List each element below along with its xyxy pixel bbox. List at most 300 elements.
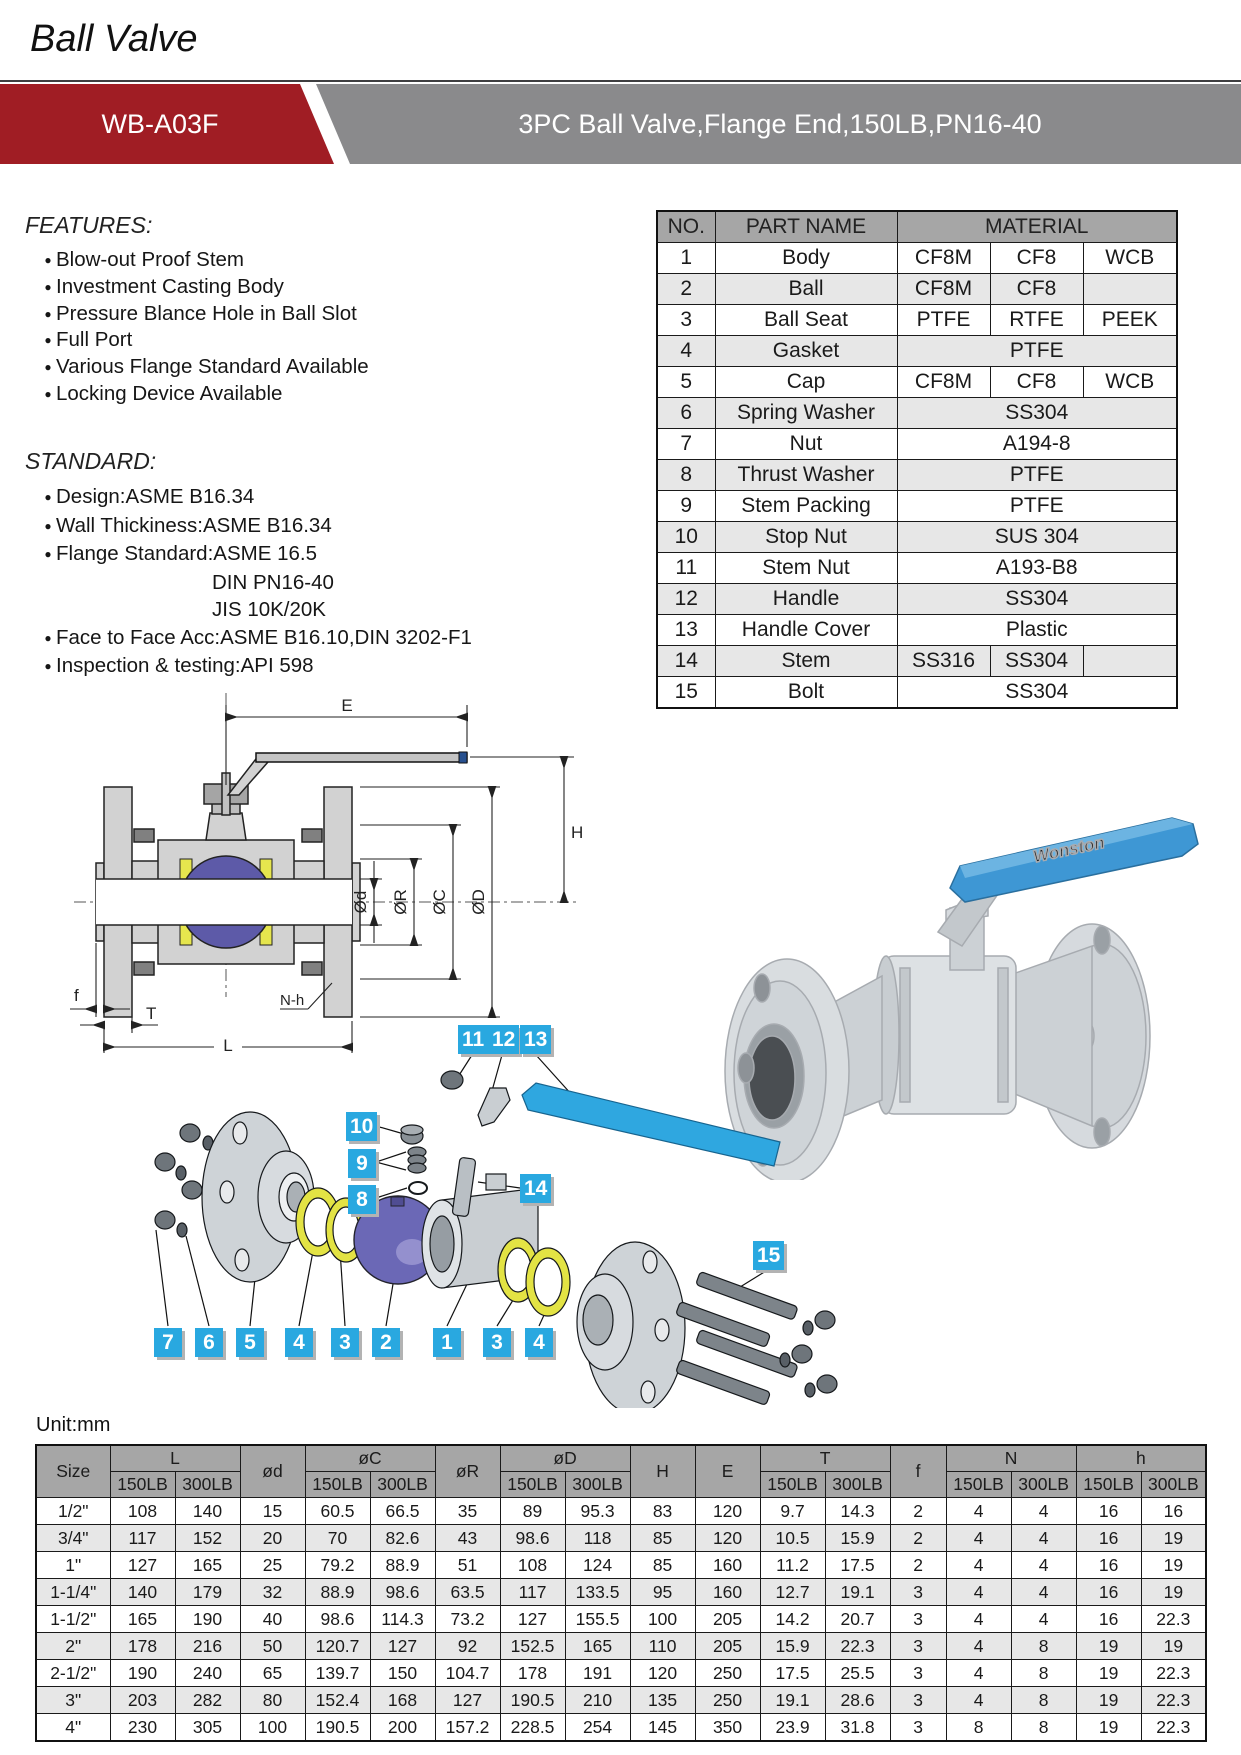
table-cell: Ball Seat: [715, 305, 897, 336]
table-cell: Thrust Washer: [715, 460, 897, 491]
table-cell: Ball: [715, 274, 897, 305]
table-cell: 12: [657, 584, 715, 615]
table-cell: 4: [1011, 1606, 1076, 1633]
model-banner: [0, 84, 1241, 164]
table-cell: 127: [500, 1606, 565, 1633]
col-oD: øD: [500, 1445, 630, 1472]
table-cell: 88.9: [370, 1552, 435, 1579]
gasket-seat-right: [498, 1238, 570, 1316]
feature-item: ● Various Flange Standard Available: [40, 354, 369, 381]
table-cell: CF8M: [897, 367, 990, 398]
table-cell: 10.5: [760, 1525, 825, 1552]
table-cell: 4: [657, 336, 715, 367]
table-cell: 14: [657, 646, 715, 677]
callout-12: 12: [488, 1025, 519, 1054]
table-cell: 5: [657, 367, 715, 398]
table-row: [36, 1714, 1206, 1742]
table-cell: 4: [1011, 1525, 1076, 1552]
table-cell: 120.7: [305, 1633, 370, 1660]
table-cell: 8: [1011, 1660, 1076, 1687]
table-cell: CF8M: [897, 243, 990, 274]
table-cell: 7: [657, 429, 715, 460]
col-H: H: [630, 1445, 695, 1498]
table-cell: PTFE: [897, 305, 990, 336]
parts-header-row: [657, 211, 1177, 243]
table-cell: 4: [946, 1498, 1011, 1525]
table-cell: 203: [110, 1687, 175, 1714]
table-cell: 127: [370, 1633, 435, 1660]
table-cell: 16: [1076, 1498, 1141, 1525]
col-oC: øC: [305, 1445, 435, 1472]
table-cell: 8: [1011, 1633, 1076, 1660]
table-cell: 32: [240, 1579, 305, 1606]
col-oR: øR: [435, 1445, 500, 1498]
table-cell: 20: [240, 1525, 305, 1552]
table-cell: 4: [1011, 1552, 1076, 1579]
table-cell: 3: [890, 1660, 946, 1687]
table-cell: 14.3: [825, 1498, 890, 1525]
table-cell: 89: [500, 1498, 565, 1525]
callout-11: 11: [458, 1025, 488, 1054]
table-cell: 205: [695, 1633, 760, 1660]
handle-tip: [459, 752, 467, 763]
table-row: [36, 1579, 1206, 1606]
callout-2: 2: [372, 1328, 400, 1357]
table-cell: Nut: [715, 429, 897, 460]
table-cell: 140: [110, 1579, 175, 1606]
sub-300lb: 300LB: [1141, 1472, 1206, 1498]
table-cell: 152.5: [500, 1633, 565, 1660]
table-cell: 4: [946, 1525, 1011, 1552]
dim-H: H: [571, 823, 584, 842]
table-cell: 11: [657, 553, 715, 584]
table-cell: CF8: [990, 367, 1083, 398]
table-cell: 120: [695, 1525, 760, 1552]
sub-150lb: 150LB: [500, 1472, 565, 1498]
table-cell: 23.9: [760, 1714, 825, 1742]
table-cell: 100: [240, 1714, 305, 1742]
table-row: [657, 677, 1177, 709]
feature-item: ● Pressure Blance Hole in Ball Slot: [40, 301, 369, 328]
table-cell: 200: [370, 1714, 435, 1742]
table-cell: 4: [946, 1633, 1011, 1660]
table-cell: 2: [890, 1552, 946, 1579]
table-cell: Handle: [715, 584, 897, 615]
table-cell: Handle Cover: [715, 615, 897, 646]
standard-item-continuation: DIN PN16-40: [212, 570, 334, 594]
table-cell: 60.5: [305, 1498, 370, 1525]
table-row: [657, 367, 1177, 398]
table-cell: 16: [1076, 1579, 1141, 1606]
table-row: [657, 522, 1177, 553]
table-cell: CF8M: [897, 274, 990, 305]
callout-9: 9: [348, 1149, 376, 1178]
table-row: [657, 274, 1177, 305]
table-cell: 80: [240, 1687, 305, 1714]
table-cell: 152: [175, 1525, 240, 1552]
table-cell: 82.6: [370, 1525, 435, 1552]
callout-3b: 3: [483, 1328, 511, 1357]
table-row: [36, 1525, 1206, 1552]
unit-label: Unit:mm: [36, 1414, 111, 1436]
standard-item-continuation: JIS 10K/20K: [212, 598, 326, 621]
table-cell: WCB: [1083, 367, 1177, 398]
sub-150lb: 150LB: [110, 1472, 175, 1498]
table-cell: 1/2": [36, 1498, 110, 1525]
standard-item: ● Wall Thickiness:ASME B16.34: [40, 512, 472, 541]
table-cell: 168: [370, 1687, 435, 1714]
title-rule: [0, 80, 1241, 82]
table-cell: 51: [435, 1552, 500, 1579]
dim-R: ØR: [391, 889, 410, 915]
table-cell: 16: [1076, 1525, 1141, 1552]
table-cell: 35: [435, 1498, 500, 1525]
table-cell: 65: [240, 1660, 305, 1687]
table-cell: 22.3: [1141, 1687, 1206, 1714]
table-cell: 4: [1011, 1579, 1076, 1606]
table-cell: 140: [175, 1498, 240, 1525]
table-cell: [1083, 274, 1177, 305]
dim-d: Ød: [351, 890, 370, 914]
table-cell: 120: [630, 1660, 695, 1687]
table-cell: 15: [240, 1498, 305, 1525]
table-cell: 15.9: [760, 1633, 825, 1660]
standard-item: ● Design:ASME B16.34: [40, 483, 472, 512]
callout-10: 10: [346, 1112, 377, 1141]
callout-4: 4: [285, 1328, 313, 1357]
table-row: [657, 305, 1177, 336]
table-cell: 98.6: [305, 1606, 370, 1633]
page-title: Ball Valve: [30, 18, 198, 60]
exploded-view: [90, 930, 1210, 1408]
handle-bracket-part: [478, 1088, 510, 1126]
cap-bolt: [134, 829, 154, 842]
col-material: MATERIAL: [897, 211, 1177, 243]
table-cell: 19: [1076, 1714, 1141, 1742]
features-heading: FEATURES:: [25, 212, 153, 238]
table-cell: [1083, 646, 1177, 677]
table-cell: 11.2: [760, 1552, 825, 1579]
table-row: [36, 1552, 1206, 1579]
sub-150lb: 150LB: [1076, 1472, 1141, 1498]
standard-item: ● Inspection & testing:API 598: [40, 652, 472, 681]
table-cell: 19: [1076, 1687, 1141, 1714]
sub-300lb: 300LB: [370, 1472, 435, 1498]
table-cell: Stop Nut: [715, 522, 897, 553]
table-cell: 228.5: [500, 1714, 565, 1742]
table-cell: 108: [110, 1498, 175, 1525]
callout-14: 14: [520, 1174, 551, 1203]
table-cell: 152.4: [305, 1687, 370, 1714]
col-no: NO.: [657, 211, 715, 243]
callout-8: 8: [348, 1185, 376, 1214]
table-cell: 22.3: [1141, 1660, 1206, 1687]
bullet-icon: ●: [44, 659, 52, 673]
table-cell: 160: [695, 1552, 760, 1579]
sub-300lb: 300LB: [565, 1472, 630, 1498]
table-cell: 3/4": [36, 1525, 110, 1552]
callout-6: 6: [195, 1328, 223, 1357]
table-cell: 135: [630, 1687, 695, 1714]
table-cell: 145: [630, 1714, 695, 1742]
table-cell: 4: [946, 1606, 1011, 1633]
table-cell: Gasket: [715, 336, 897, 367]
bullet-icon: ●: [44, 253, 52, 267]
table-cell: PTFE: [897, 460, 1177, 491]
bullet-icon: ●: [44, 279, 52, 294]
table-cell: 10: [657, 522, 715, 553]
table-cell: 16: [1141, 1498, 1206, 1525]
table-cell: 1: [657, 243, 715, 274]
table-cell: 8: [946, 1714, 1011, 1742]
table-cell: 139.7: [305, 1660, 370, 1687]
table-cell: 3: [890, 1633, 946, 1660]
table-cell: Stem Nut: [715, 553, 897, 584]
dim-subheader-row: [36, 1472, 1206, 1498]
table-cell: Stem: [715, 646, 897, 677]
table-cell: Cap: [715, 367, 897, 398]
table-row: [657, 615, 1177, 646]
bullet-icon: ●: [44, 547, 52, 561]
table-cell: 79.2: [305, 1552, 370, 1579]
callout-15: 15: [753, 1241, 784, 1270]
table-cell: SUS 304: [897, 522, 1177, 553]
table-cell: 160: [695, 1579, 760, 1606]
col-h: h: [1076, 1445, 1206, 1472]
col-L: L: [110, 1445, 240, 1472]
table-cell: 19: [1076, 1660, 1141, 1687]
table-cell: 25: [240, 1552, 305, 1579]
table-cell: 19: [1076, 1633, 1141, 1660]
table-cell: 178: [500, 1660, 565, 1687]
table-row: [657, 429, 1177, 460]
standard-item: ● Flange Standard:ASME 16.5: [40, 540, 472, 569]
table-cell: Bolt: [715, 677, 897, 709]
bullet-icon: ●: [44, 360, 52, 375]
table-cell: 19: [1141, 1525, 1206, 1552]
table-cell: CF8: [990, 243, 1083, 274]
table-cell: 178: [110, 1633, 175, 1660]
table-cell: 165: [175, 1552, 240, 1579]
table-cell: 117: [110, 1525, 175, 1552]
table-row: [36, 1633, 1206, 1660]
photo-handle: [950, 818, 1198, 902]
table-cell: 2: [657, 274, 715, 305]
table-cell: Plastic: [897, 615, 1177, 646]
table-cell: 63.5: [435, 1579, 500, 1606]
table-cell: PEEK: [1083, 305, 1177, 336]
table-row: [657, 336, 1177, 367]
table-cell: 127: [435, 1687, 500, 1714]
callout-13: 13: [520, 1025, 551, 1054]
table-cell: 17.5: [825, 1552, 890, 1579]
dim-L: L: [223, 1036, 233, 1055]
table-cell: 9.7: [760, 1498, 825, 1525]
dim-C: ØC: [430, 889, 449, 915]
table-row: [36, 1660, 1206, 1687]
table-cell: 108: [500, 1552, 565, 1579]
table-cell: 4: [946, 1660, 1011, 1687]
table-cell: 120: [695, 1498, 760, 1525]
table-cell: SS304: [897, 398, 1177, 429]
table-cell: RTFE: [990, 305, 1083, 336]
sub-150lb: 150LB: [305, 1472, 370, 1498]
table-cell: Stem Packing: [715, 491, 897, 522]
table-cell: 190: [175, 1606, 240, 1633]
table-cell: 3: [890, 1714, 946, 1742]
table-cell: 88.9: [305, 1579, 370, 1606]
table-cell: 157.2: [435, 1714, 500, 1742]
table-cell: 4: [946, 1687, 1011, 1714]
callout-3: 3: [331, 1328, 359, 1357]
table-cell: 22.3: [1141, 1714, 1206, 1742]
dim-D: ØD: [469, 889, 488, 915]
table-cell: 4: [1011, 1498, 1076, 1525]
col-size: Size: [36, 1445, 110, 1498]
model-code: WB-A03F: [101, 109, 219, 139]
table-cell: 4": [36, 1714, 110, 1742]
table-cell: 190: [110, 1660, 175, 1687]
feature-item: ● Full Port: [40, 327, 369, 354]
table-cell: 85: [630, 1525, 695, 1552]
callout-1: 1: [433, 1328, 461, 1357]
table-cell: 117: [500, 1579, 565, 1606]
stem-assembly: [401, 1071, 780, 1217]
table-row: [36, 1687, 1206, 1714]
table-cell: 150: [370, 1660, 435, 1687]
table-cell: PTFE: [897, 491, 1177, 522]
col-f: f: [890, 1445, 946, 1498]
bullet-icon: ●: [44, 306, 52, 321]
dim-E: E: [341, 696, 353, 715]
table-cell: 8: [1011, 1714, 1076, 1742]
table-cell: 250: [695, 1687, 760, 1714]
table-cell: SS304: [897, 677, 1177, 709]
cap-flange-right: [577, 1242, 685, 1408]
bullet-icon: ●: [44, 518, 52, 533]
cap-flange: [202, 1112, 314, 1282]
table-cell: 19: [1141, 1633, 1206, 1660]
dim-header-row: [36, 1445, 1206, 1472]
table-cell: 25.5: [825, 1660, 890, 1687]
table-cell: 92: [435, 1633, 500, 1660]
dim-f: f: [74, 986, 79, 1005]
callout-7: 7: [154, 1328, 182, 1357]
table-cell: 2": [36, 1633, 110, 1660]
table-cell: 205: [695, 1606, 760, 1633]
table-cell: 83: [630, 1498, 695, 1525]
callout-4b: 4: [525, 1328, 553, 1357]
sub-150lb: 150LB: [946, 1472, 1011, 1498]
table-cell: 3": [36, 1687, 110, 1714]
table-row: [36, 1498, 1206, 1525]
table-cell: 66.5: [370, 1498, 435, 1525]
table-cell: 118: [565, 1525, 630, 1552]
standard-item: ● Face to Face Acc:ASME B16.10,DIN 3202-F1: [40, 624, 472, 653]
table-cell: 95: [630, 1579, 695, 1606]
thrust-washer-part: [409, 1182, 427, 1194]
table-cell: 85: [630, 1552, 695, 1579]
bore: [96, 879, 352, 925]
table-cell: 190.5: [305, 1714, 370, 1742]
table-cell: 16: [1076, 1606, 1141, 1633]
sub-300lb: 300LB: [825, 1472, 890, 1498]
bolt-set: [676, 1271, 837, 1405]
table-cell: 165: [110, 1606, 175, 1633]
table-cell: 250: [695, 1660, 760, 1687]
table-cell: 14.2: [760, 1606, 825, 1633]
cap-bolt: [302, 829, 322, 842]
table-cell: 31.8: [825, 1714, 890, 1742]
standard-heading: STANDARD:: [25, 448, 157, 474]
table-cell: 100: [630, 1606, 695, 1633]
table-cell: 210: [565, 1687, 630, 1714]
table-cell: 4: [946, 1552, 1011, 1579]
table-cell: 8: [1011, 1687, 1076, 1714]
table-cell: 3: [890, 1687, 946, 1714]
bonnet: [206, 813, 246, 840]
table-cell: 16: [1076, 1552, 1141, 1579]
table-cell: 19.1: [760, 1687, 825, 1714]
table-cell: 254: [565, 1714, 630, 1742]
table-cell: Body: [715, 243, 897, 274]
table-cell: 305: [175, 1714, 240, 1742]
table-cell: 15: [657, 677, 715, 709]
table-cell: 13: [657, 615, 715, 646]
table-cell: 40: [240, 1606, 305, 1633]
sub-300lb: 300LB: [1011, 1472, 1076, 1498]
table-cell: A194-8: [897, 429, 1177, 460]
table-row: [657, 584, 1177, 615]
table-cell: 240: [175, 1660, 240, 1687]
features-section: [25, 212, 369, 408]
dim-Nh: N-h: [280, 992, 305, 1009]
table-cell: 15.9: [825, 1525, 890, 1552]
table-row: [36, 1606, 1206, 1633]
table-cell: 1-1/4": [36, 1579, 110, 1606]
table-cell: 9: [657, 491, 715, 522]
table-cell: 3: [890, 1579, 946, 1606]
bullet-icon: ●: [44, 386, 52, 401]
bullet-icon: ●: [44, 333, 52, 348]
col-T: T: [760, 1445, 890, 1472]
table-cell: 22.3: [825, 1633, 890, 1660]
table-cell: SS316: [897, 646, 990, 677]
table-cell: 3: [657, 305, 715, 336]
table-cell: 350: [695, 1714, 760, 1742]
table-cell: 22.3: [1141, 1606, 1206, 1633]
sub-150lb: 150LB: [760, 1472, 825, 1498]
table-cell: A193-B8: [897, 553, 1177, 584]
table-row: [657, 491, 1177, 522]
table-row: [657, 460, 1177, 491]
table-cell: 110: [630, 1633, 695, 1660]
table-cell: 73.2: [435, 1606, 500, 1633]
handle-part: [522, 1083, 780, 1166]
table-cell: 216: [175, 1633, 240, 1660]
table-cell: 1": [36, 1552, 110, 1579]
bullet-icon: ●: [44, 490, 52, 504]
col-od: ød: [240, 1445, 305, 1498]
table-cell: 1-1/2": [36, 1606, 110, 1633]
callout-5: 5: [236, 1328, 264, 1357]
table-cell: 12.7: [760, 1579, 825, 1606]
feature-item: ● Investment Casting Body: [40, 274, 369, 301]
table-cell: 28.6: [825, 1687, 890, 1714]
table-cell: 3: [890, 1606, 946, 1633]
col-E: E: [695, 1445, 760, 1498]
table-cell: 20.7: [825, 1606, 890, 1633]
